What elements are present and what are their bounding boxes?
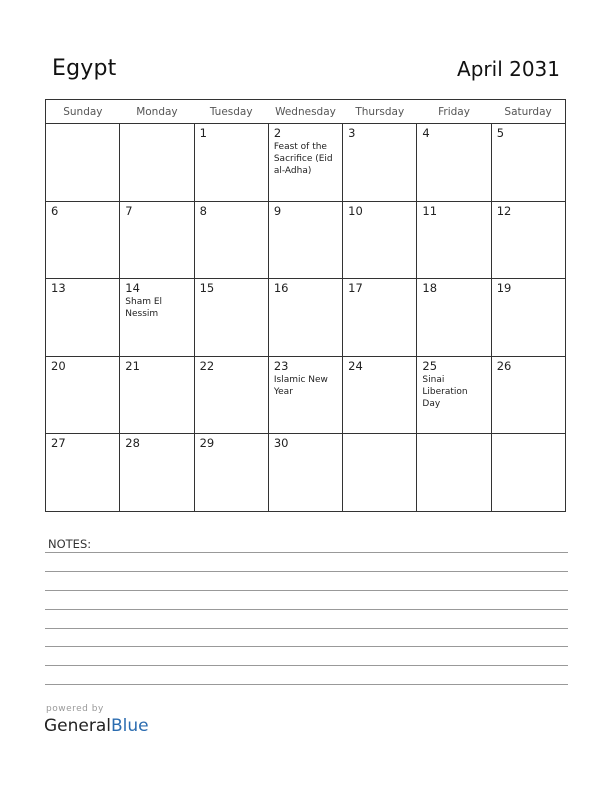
day-cell: [46, 279, 120, 357]
day-cell: [343, 356, 417, 434]
day-cell: [194, 124, 268, 202]
day-number: 11: [422, 203, 438, 218]
day-number: 5: [496, 126, 505, 140]
day-number: 16: [273, 281, 289, 296]
note-line: [45, 590, 568, 591]
brand-blue: Blue: [111, 716, 149, 736]
day-number: 20: [51, 358, 66, 373]
holiday-event: Sham El Nessim: [125, 297, 163, 320]
day-number: 9: [273, 203, 282, 218]
week-row: [46, 201, 566, 279]
day-cell: [491, 279, 565, 357]
note-line: [45, 552, 568, 553]
day-cell: [194, 356, 268, 434]
day-cell: [491, 201, 565, 279]
day-number: 12: [496, 203, 512, 218]
day-number: 29: [199, 436, 215, 451]
note-line: [45, 609, 568, 610]
day-cell: [268, 434, 342, 512]
day-cell: [491, 434, 565, 512]
day-number: 2: [273, 126, 282, 140]
country-title: Egypt: [52, 56, 117, 81]
day-cell: [268, 201, 342, 279]
month-year-title: April 2031: [457, 57, 560, 81]
day-cell: [46, 434, 120, 512]
day-cell: [343, 279, 417, 357]
week-row: [46, 434, 566, 512]
day-cell: [46, 124, 120, 202]
day-number: 14: [125, 281, 140, 296]
day-number: 23: [273, 358, 289, 373]
weekday-wednesday: Wednesday: [268, 100, 342, 124]
day-cell: [268, 279, 342, 357]
week-row: [46, 356, 566, 434]
weekday-sunday: Sunday: [46, 100, 120, 124]
day-cell: [120, 279, 194, 357]
day-number: 27: [51, 436, 66, 451]
day-number: 30: [273, 436, 289, 451]
notes-label: NOTES:: [48, 537, 92, 551]
day-number: 24: [348, 358, 363, 373]
day-number: 15: [199, 281, 215, 296]
brand-general: General: [44, 716, 111, 736]
calendar-grid: [45, 99, 566, 512]
week-row: [46, 279, 566, 357]
note-line: [45, 665, 568, 666]
brand-logo: [44, 716, 149, 736]
note-line: [45, 684, 568, 685]
day-cell: [268, 356, 342, 434]
calendar-body: [46, 124, 566, 512]
day-number: 22: [199, 358, 215, 373]
day-cell: [491, 356, 565, 434]
day-number: 4: [422, 126, 430, 140]
day-cell: [417, 201, 491, 279]
day-cell: [46, 356, 120, 434]
day-number: 8: [199, 203, 207, 218]
day-number: 26: [496, 358, 512, 373]
holiday-event: Sinai Liberation Day: [422, 374, 468, 409]
weekday-header-row: [46, 100, 566, 124]
day-cell: [417, 434, 491, 512]
day-number: 25: [422, 358, 438, 373]
day-number: 7: [125, 203, 133, 218]
day-number: 19: [496, 281, 512, 296]
holiday-event: Islamic New Year: [273, 374, 328, 397]
weekday-tuesday: Tuesday: [194, 100, 268, 124]
weekday-friday: Friday: [417, 100, 491, 124]
note-line: [45, 571, 568, 572]
day-cell: [120, 124, 194, 202]
day-number: 28: [125, 436, 140, 451]
day-cell: [343, 434, 417, 512]
day-cell: [120, 356, 194, 434]
note-line: [45, 628, 568, 629]
day-number: 6: [51, 203, 59, 218]
day-number: 21: [125, 358, 140, 373]
holiday-event: Feast of the Sacrifice (Eid al-Adha): [273, 142, 333, 176]
day-number: 1: [199, 126, 207, 140]
weekday-saturday: Saturday: [491, 100, 565, 124]
day-cell: [46, 201, 120, 279]
weekday-thursday: Thursday: [343, 100, 417, 124]
day-number: 13: [51, 281, 66, 296]
day-cell: [417, 124, 491, 202]
day-cell: [194, 434, 268, 512]
day-number: 10: [348, 203, 363, 218]
day-cell: [194, 201, 268, 279]
day-cell: [268, 124, 342, 202]
powered-by-text: powered by: [46, 704, 104, 714]
day-cell: [343, 201, 417, 279]
weekday-monday: Monday: [120, 100, 194, 124]
note-line: [45, 646, 568, 647]
day-cell: [120, 201, 194, 279]
day-cell: [194, 279, 268, 357]
day-number: 17: [348, 281, 363, 296]
day-cell: [491, 124, 565, 202]
day-number: 18: [422, 281, 438, 296]
day-number: 3: [348, 126, 356, 140]
day-cell: [120, 434, 194, 512]
day-cell: [417, 279, 491, 357]
day-cell: [343, 124, 417, 202]
week-row: [46, 124, 566, 202]
day-cell: [417, 356, 491, 434]
